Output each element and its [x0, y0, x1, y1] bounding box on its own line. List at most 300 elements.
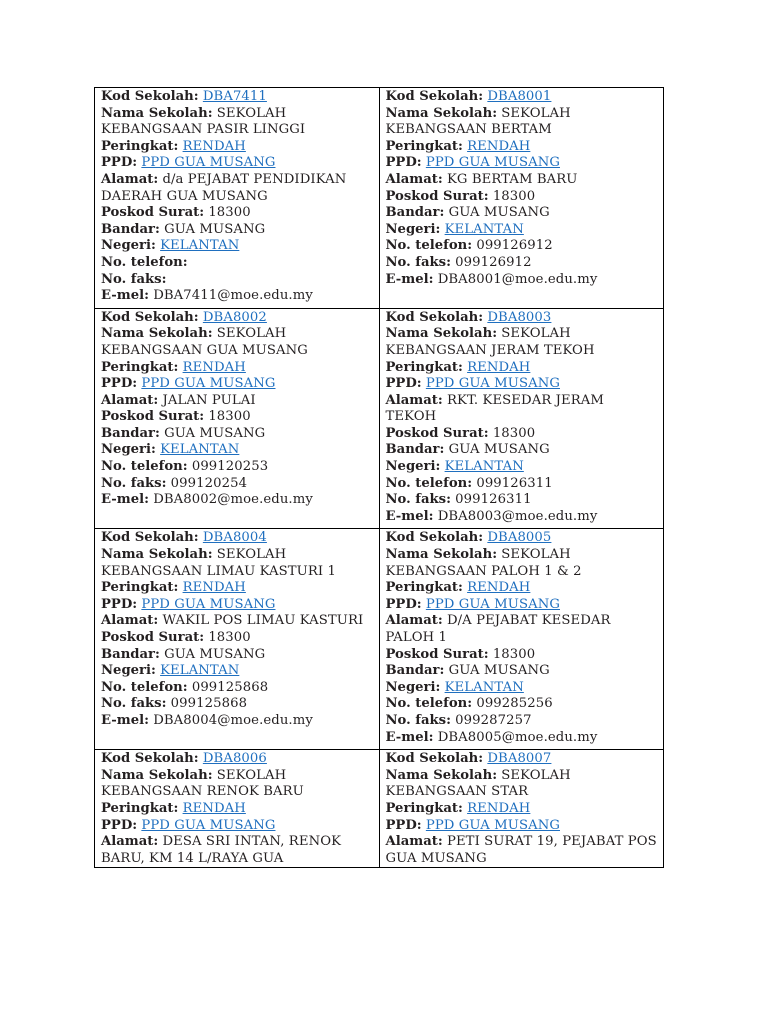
- field-separator: :: [144, 492, 149, 508]
- field-separator: :: [478, 530, 484, 546]
- field-label: Kod Sekolah: [101, 89, 194, 104]
- field-label: No. telefon: [101, 254, 183, 270]
- field-separator: :: [132, 376, 138, 392]
- field-separator: :: [446, 254, 451, 270]
- field-separator: :: [193, 751, 199, 767]
- field-label: Bandar: [101, 425, 155, 441]
- field-nama: [386, 326, 658, 359]
- field-separator: :: [439, 442, 445, 458]
- field-value: DBA8005@moe.edu.my: [437, 729, 598, 745]
- field-label: Kod Sekolah: [385, 89, 479, 104]
- field-label: PPD: [385, 376, 417, 392]
- field-label: No. telefon: [101, 679, 183, 695]
- field-separator: :: [478, 89, 484, 104]
- field-separator: :: [193, 89, 199, 104]
- field-separator: :: [144, 712, 149, 728]
- field-value-link[interactable]: RENDAH: [182, 800, 246, 816]
- field-nama: [101, 326, 373, 359]
- field-negeri: [101, 663, 373, 680]
- field-poskod: [101, 205, 373, 222]
- field-separator: :: [492, 767, 498, 783]
- table-row: [95, 529, 664, 750]
- field-separator: :: [467, 475, 473, 491]
- field-value-link[interactable]: KELANTAN: [160, 238, 240, 254]
- field-label: Nama Sekolah: [385, 105, 493, 121]
- field-label: Alamat: [101, 392, 154, 408]
- field-value-link[interactable]: PPD GUA MUSANG: [141, 596, 276, 612]
- field-bandar: [101, 222, 373, 239]
- school-card: [95, 88, 380, 309]
- field-value: 099126912: [455, 254, 532, 270]
- field-separator: :: [439, 205, 445, 221]
- field-faks: [101, 696, 373, 713]
- field-telefon: [101, 680, 373, 697]
- field-value: SEKOLAH KEBANGSAAN JERAM TEKOH: [385, 326, 595, 358]
- field-label: E-mel: [101, 288, 145, 304]
- field-value-link[interactable]: KELANTAN: [160, 663, 240, 679]
- field-value-link[interactable]: RENDAH: [467, 138, 531, 154]
- field-value-link[interactable]: DBA7411: [202, 89, 267, 104]
- field-value: 18300: [492, 425, 536, 441]
- field-value: 099125868: [191, 679, 269, 695]
- field-label: E-mel: [101, 492, 145, 508]
- field-telefon: [386, 476, 658, 493]
- field-label: Kod Sekolah: [101, 530, 194, 546]
- field-label: Nama Sekolah: [101, 547, 208, 563]
- field-ppd: [101, 155, 373, 172]
- field-separator: :: [207, 326, 213, 342]
- field-label: Negeri: [101, 442, 152, 458]
- field-separator: :: [173, 359, 179, 375]
- field-separator: :: [173, 580, 179, 596]
- field-value-link[interactable]: KELANTAN: [444, 679, 524, 695]
- field-separator: :: [144, 288, 149, 304]
- field-value-link[interactable]: RENDAH: [182, 580, 246, 596]
- field-value: DESA SRI INTAN, RENOK BARU, KM 14 L/RAYA GUA: [101, 834, 342, 866]
- school-card: [95, 529, 380, 750]
- field-separator: :: [161, 475, 167, 491]
- field-value-link[interactable]: RENDAH: [467, 800, 531, 816]
- field-poskod: [101, 409, 373, 426]
- field-faks: [101, 476, 373, 493]
- field-telefon: [101, 255, 373, 272]
- field-separator: :: [153, 834, 159, 850]
- field-separator: :: [428, 508, 434, 524]
- field-value: GUA MUSANG: [448, 205, 550, 221]
- field-kod: [386, 89, 658, 106]
- field-emel: [386, 730, 658, 747]
- field-value: DBA8004@moe.edu.my: [153, 712, 313, 728]
- field-emel: [101, 288, 373, 305]
- field-label: Peringkat: [385, 580, 458, 596]
- field-separator: :: [492, 547, 498, 563]
- field-alamat: [101, 172, 373, 205]
- field-label: No. telefon: [101, 459, 183, 475]
- field-label: PPD: [101, 155, 133, 171]
- field-peringkat: [386, 360, 658, 377]
- field-value-link[interactable]: KELANTAN: [444, 459, 524, 475]
- field-ppd: [101, 597, 373, 614]
- school-table-body: [95, 88, 664, 868]
- field-separator: :: [193, 309, 199, 325]
- field-kod: [386, 530, 658, 547]
- field-bandar: [101, 426, 373, 443]
- field-separator: :: [437, 834, 443, 850]
- field-value-link[interactable]: DBA8001: [487, 89, 552, 104]
- field-nama: [101, 106, 373, 139]
- field-value-link[interactable]: PPD GUA MUSANG: [425, 817, 560, 833]
- field-emel: [101, 713, 373, 730]
- field-value: 18300: [492, 188, 536, 204]
- field-separator: :: [446, 712, 451, 728]
- field-separator: :: [478, 309, 484, 325]
- field-kod: [386, 751, 658, 768]
- field-separator: :: [458, 359, 463, 375]
- field-value-link[interactable]: PPD GUA MUSANG: [141, 155, 276, 171]
- field-label: E-mel: [385, 729, 429, 745]
- field-value: SEKOLAH KEBANGSAAN RENOK BARU: [101, 767, 304, 800]
- field-emel: [101, 492, 373, 509]
- field-value: 18300: [208, 630, 251, 645]
- school-card: [379, 88, 664, 309]
- school-card: [95, 308, 380, 529]
- field-label: Poskod Surat: [385, 188, 484, 204]
- field-separator: :: [153, 613, 159, 629]
- field-poskod: [386, 647, 658, 664]
- field-value: SEKOLAH KEBANGSAAN PASIR LINGGI: [101, 105, 306, 138]
- field-label: Nama Sekolah: [101, 105, 208, 121]
- field-label: No. faks: [385, 712, 447, 728]
- field-ppd: [386, 155, 658, 172]
- field-label: E-mel: [385, 508, 429, 524]
- field-value-link[interactable]: PPD GUA MUSANG: [141, 376, 276, 392]
- field-value-link[interactable]: DBA8003: [487, 309, 552, 325]
- field-separator: :: [467, 238, 473, 254]
- field-separator: :: [155, 425, 160, 441]
- field-value-link[interactable]: RENDAH: [467, 580, 531, 596]
- field-label: PPD: [385, 596, 417, 612]
- field-separator: :: [439, 663, 445, 679]
- field-value: 18300: [208, 409, 251, 425]
- field-poskod: [386, 426, 658, 443]
- field-negeri: [101, 238, 373, 255]
- field-separator: :: [193, 530, 199, 546]
- field-value: DBA8003@moe.edu.my: [437, 508, 598, 524]
- field-separator: :: [199, 205, 205, 221]
- field-label: No. faks: [385, 254, 447, 270]
- field-value: 099285256: [476, 696, 553, 712]
- field-nama: [386, 547, 658, 580]
- field-label: No. telefon: [385, 238, 468, 254]
- field-alamat: [386, 393, 658, 426]
- field-label: Bandar: [385, 205, 440, 221]
- field-kod: [386, 310, 658, 327]
- field-label: Alamat: [101, 834, 154, 850]
- field-separator: :: [161, 271, 167, 287]
- school-card: [379, 308, 664, 529]
- field-value: WAKIL POS LIMAU KASTURI: [162, 613, 364, 629]
- field-value-link[interactable]: DBA8005: [487, 530, 552, 546]
- field-label: Peringkat: [101, 580, 174, 596]
- field-separator: :: [435, 679, 441, 695]
- field-value-link[interactable]: RENDAH: [467, 359, 531, 375]
- field-kod: [101, 310, 373, 327]
- field-separator: :: [483, 425, 489, 441]
- field-separator: :: [207, 767, 213, 783]
- field-label: No. faks: [101, 475, 162, 491]
- field-faks: [386, 713, 658, 730]
- field-label: Kod Sekolah: [385, 309, 479, 325]
- field-value-link[interactable]: PPD GUA MUSANG: [425, 596, 560, 612]
- field-value: 099120253: [191, 459, 269, 475]
- field-label: Peringkat: [101, 138, 174, 154]
- field-label: E-mel: [101, 712, 145, 728]
- field-label: Bandar: [385, 442, 440, 458]
- field-ppd: [101, 376, 373, 393]
- field-separator: :: [458, 138, 463, 154]
- field-label: Alamat: [385, 171, 438, 187]
- field-value: d/a PEJABAT PENDIDIKAN DAERAH GUA MUSANG: [101, 171, 347, 204]
- field-separator: :: [458, 800, 463, 816]
- field-value: GUA MUSANG: [164, 221, 266, 237]
- school-directory-table: [94, 87, 664, 868]
- field-alamat: [101, 393, 373, 410]
- field-value-link[interactable]: DBA8006: [202, 751, 267, 767]
- field-label: Poskod Surat: [385, 646, 484, 662]
- field-label: Negeri: [101, 238, 152, 254]
- field-peringkat: [101, 139, 373, 156]
- field-label: Peringkat: [385, 800, 458, 816]
- field-ppd: [101, 818, 373, 835]
- field-separator: :: [492, 105, 498, 121]
- field-separator: :: [458, 580, 463, 596]
- field-label: PPD: [101, 596, 133, 612]
- table-row: [95, 88, 664, 309]
- field-label: Kod Sekolah: [101, 751, 194, 767]
- school-card: [379, 750, 664, 868]
- field-value-link[interactable]: KELANTAN: [160, 442, 240, 458]
- field-label: Bandar: [385, 663, 440, 679]
- field-value: DBA8002@moe.edu.my: [153, 492, 313, 508]
- field-value: RKT. KESEDAR JERAM TEKOH: [385, 392, 605, 425]
- field-separator: :: [435, 459, 441, 475]
- field-label: Kod Sekolah: [385, 751, 479, 767]
- field-label: Negeri: [385, 459, 436, 475]
- field-value: GUA MUSANG: [164, 425, 266, 441]
- field-separator: :: [199, 409, 205, 425]
- field-label: Alamat: [385, 392, 438, 408]
- field-value: 099287257: [455, 712, 532, 728]
- field-value: PETI SURAT 19, PEJABAT POS GUA MUSANG: [385, 834, 657, 866]
- field-kod: [101, 530, 373, 547]
- field-value: 099125868: [170, 696, 248, 712]
- field-value: GUA MUSANG: [448, 663, 550, 679]
- field-value: 099126311: [476, 475, 553, 491]
- field-ppd: [386, 597, 658, 614]
- field-label: Poskod Surat: [101, 205, 200, 221]
- field-label: Peringkat: [101, 359, 174, 375]
- field-ppd: [386, 818, 658, 835]
- field-label: Negeri: [101, 663, 152, 679]
- field-kod: [101, 89, 373, 106]
- field-value-link[interactable]: PPD GUA MUSANG: [425, 376, 560, 392]
- field-label: Negeri: [385, 679, 436, 695]
- field-value: SEKOLAH KEBANGSAAN BERTAM: [385, 105, 571, 138]
- field-value: DBA8001@moe.edu.my: [437, 271, 598, 287]
- field-separator: :: [416, 376, 422, 392]
- field-separator: :: [428, 271, 434, 287]
- field-value-link[interactable]: RENDAH: [182, 138, 246, 154]
- field-separator: :: [435, 221, 441, 237]
- field-separator: :: [153, 171, 159, 187]
- field-alamat: [386, 613, 658, 646]
- field-bandar: [101, 647, 373, 664]
- field-value: 099126912: [476, 238, 553, 254]
- field-label: E-mel: [385, 271, 429, 287]
- field-separator: :: [437, 613, 443, 629]
- field-separator: :: [153, 392, 159, 408]
- field-label: Alamat: [101, 613, 154, 629]
- field-faks: [101, 272, 373, 289]
- field-separator: :: [467, 696, 473, 712]
- field-negeri: [386, 222, 658, 239]
- field-value: 18300: [208, 205, 251, 221]
- field-value: SEKOLAH KEBANGSAAN PALOH 1 & 2: [385, 547, 582, 579]
- field-separator: :: [207, 547, 213, 563]
- school-card: [95, 750, 380, 868]
- field-label: No. faks: [101, 271, 162, 287]
- field-alamat: [101, 613, 373, 630]
- field-label: Poskod Surat: [101, 409, 200, 425]
- field-peringkat: [101, 580, 373, 597]
- field-label: Nama Sekolah: [101, 326, 208, 342]
- field-value: 099120254: [170, 475, 248, 491]
- field-label: Peringkat: [385, 138, 458, 154]
- field-label: Nama Sekolah: [101, 767, 208, 783]
- field-separator: :: [416, 155, 422, 171]
- field-value: SEKOLAH KEBANGSAAN GUA MUSANG: [101, 326, 308, 358]
- field-bandar: [386, 442, 658, 459]
- field-separator: :: [182, 254, 188, 270]
- field-separator: :: [132, 155, 138, 171]
- field-value-link[interactable]: KELANTAN: [444, 221, 524, 237]
- field-label: Alamat: [101, 171, 154, 187]
- field-separator: :: [182, 679, 188, 695]
- field-separator: :: [173, 138, 179, 154]
- field-label: Nama Sekolah: [385, 767, 493, 783]
- field-separator: :: [437, 392, 443, 408]
- field-value-link[interactable]: PPD GUA MUSANG: [425, 155, 560, 171]
- field-separator: :: [161, 696, 167, 712]
- field-value: JALAN PULAI: [162, 392, 256, 408]
- field-separator: :: [428, 729, 434, 745]
- field-nama: [386, 768, 658, 801]
- field-label: Alamat: [385, 834, 438, 850]
- field-separator: :: [478, 751, 484, 767]
- field-separator: :: [155, 646, 160, 662]
- field-label: Alamat: [385, 613, 438, 629]
- field-separator: :: [199, 630, 205, 645]
- field-value-link[interactable]: DBA8004: [202, 530, 267, 546]
- field-separator: :: [492, 326, 498, 342]
- field-telefon: [386, 696, 658, 713]
- field-label: PPD: [385, 155, 417, 171]
- field-separator: :: [155, 221, 160, 237]
- field-poskod: [386, 189, 658, 206]
- field-label: Poskod Surat: [101, 630, 200, 645]
- field-ppd: [386, 376, 658, 393]
- field-nama: [386, 106, 658, 139]
- field-separator: :: [132, 817, 138, 833]
- field-peringkat: [386, 139, 658, 156]
- field-label: No. faks: [101, 696, 162, 712]
- field-separator: :: [182, 459, 188, 475]
- field-value: GUA MUSANG: [448, 442, 550, 458]
- field-nama: [101, 768, 373, 801]
- field-value: SEKOLAH KEBANGSAAN STAR: [385, 767, 571, 800]
- field-value: D/A PEJABAT KESEDAR PALOH 1: [385, 613, 611, 645]
- field-peringkat: [386, 580, 658, 597]
- field-negeri: [386, 459, 658, 476]
- field-telefon: [101, 459, 373, 476]
- field-label: Peringkat: [101, 800, 174, 816]
- school-card: [379, 529, 664, 750]
- field-peringkat: [386, 801, 658, 818]
- table-row: [95, 308, 664, 529]
- field-value-link[interactable]: RENDAH: [182, 359, 246, 375]
- field-separator: :: [416, 817, 422, 833]
- field-separator: :: [446, 492, 451, 508]
- field-negeri: [386, 680, 658, 697]
- field-separator: :: [437, 171, 443, 187]
- field-label: Poskod Surat: [385, 425, 484, 441]
- field-emel: [386, 272, 658, 289]
- field-value-link[interactable]: PPD GUA MUSANG: [141, 817, 276, 833]
- field-separator: :: [132, 596, 138, 612]
- field-value: SEKOLAH KEBANGSAAN LIMAU KASTURI 1: [101, 547, 336, 579]
- field-separator: :: [151, 442, 156, 458]
- field-value-link[interactable]: DBA8002: [202, 309, 267, 325]
- table-row: [95, 750, 664, 868]
- field-nama: [101, 547, 373, 580]
- field-separator: :: [483, 646, 489, 662]
- field-value: KG BERTAM BARU: [446, 171, 578, 187]
- field-label: Peringkat: [385, 359, 458, 375]
- field-separator: :: [483, 188, 489, 204]
- field-label: Nama Sekolah: [385, 326, 493, 342]
- field-label: No. telefon: [385, 696, 468, 712]
- field-poskod: [101, 630, 373, 647]
- field-telefon: [386, 238, 658, 255]
- field-value-link[interactable]: DBA8007: [487, 751, 552, 767]
- field-peringkat: [101, 360, 373, 377]
- field-separator: :: [151, 238, 156, 254]
- field-label: PPD: [385, 817, 417, 833]
- field-value: DBA7411@moe.edu.my: [153, 288, 313, 304]
- field-alamat: [386, 834, 658, 867]
- field-label: No. faks: [385, 492, 447, 508]
- field-label: Bandar: [101, 646, 155, 662]
- field-value: GUA MUSANG: [164, 646, 266, 662]
- field-emel: [386, 509, 658, 526]
- field-value: 18300: [492, 646, 536, 662]
- field-separator: :: [416, 596, 422, 612]
- field-separator: :: [173, 800, 179, 816]
- field-label: PPD: [101, 817, 133, 833]
- field-separator: :: [207, 105, 213, 121]
- field-separator: :: [151, 663, 156, 679]
- field-label: Kod Sekolah: [101, 309, 194, 325]
